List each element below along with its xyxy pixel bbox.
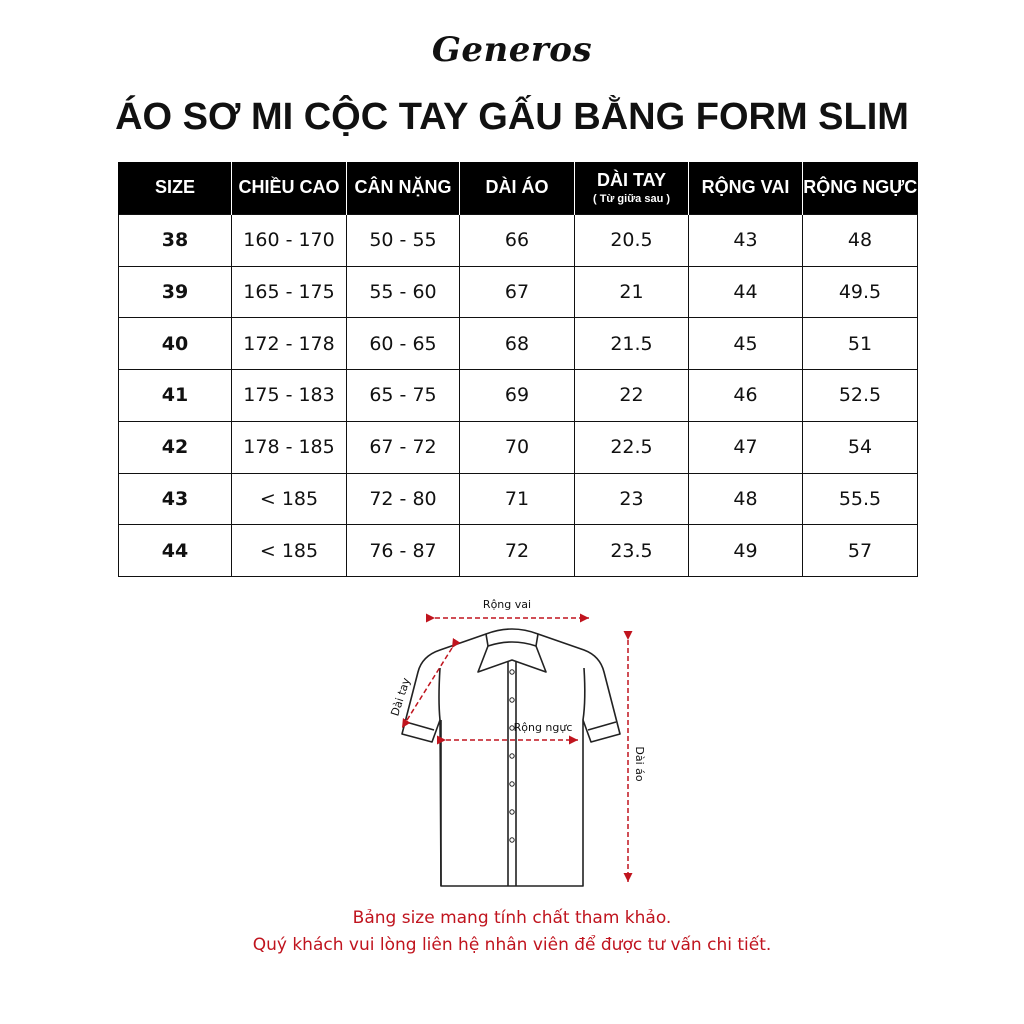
cell-shirt-length: 68 <box>460 318 575 370</box>
header-shoulder-width: RỘNG VAI <box>689 162 803 215</box>
cell-sleeve-length: 22.5 <box>575 421 689 473</box>
cell-chest-width: 51 <box>803 318 918 370</box>
header-chest-width: RỘNG NGỰC <box>803 162 918 215</box>
cell-size: 44 <box>119 525 232 577</box>
cell-shoulder-width: 48 <box>689 473 803 525</box>
shirt-measurement-diagram <box>350 590 670 900</box>
cell-size: 41 <box>119 370 232 422</box>
cell-chest-width: 54 <box>803 421 918 473</box>
table-row <box>119 421 918 473</box>
table-header-row <box>119 162 918 215</box>
cell-chest-width: 57 <box>803 525 918 577</box>
page-title: ÁO SƠ MI CỘC TAY GẤU BẰNG FORM SLIM <box>115 96 909 138</box>
cell-shirt-length: 69 <box>460 370 575 422</box>
shirt-length-label: Dài áo <box>633 746 646 782</box>
table-row <box>119 370 918 422</box>
brand-logo: Generos <box>431 30 593 70</box>
cell-sleeve-length: 22 <box>575 370 689 422</box>
cell-weight: 72 - 80 <box>347 473 460 525</box>
cell-shirt-length: 72 <box>460 525 575 577</box>
cell-weight: 65 - 75 <box>347 370 460 422</box>
header-height: CHIỀU CAO <box>232 162 347 215</box>
cell-shoulder-width: 47 <box>689 421 803 473</box>
cell-chest-width: 52.5 <box>803 370 918 422</box>
header-shirt-length: DÀI ÁO <box>460 162 575 215</box>
cell-weight: 76 - 87 <box>347 525 460 577</box>
cell-chest-width: 55.5 <box>803 473 918 525</box>
disclaimer-line-2: Quý khách vui lòng liên hệ nhân viên để được tư vấn chi tiết. <box>252 935 772 955</box>
shoulder-width-label: Rộng vai <box>482 598 532 611</box>
cell-shoulder-width: 45 <box>689 318 803 370</box>
table-row <box>119 473 918 525</box>
header-sleeve-length: DÀI TAY ( Từ giữa sau ) <box>575 162 689 215</box>
cell-weight: 50 - 55 <box>347 215 460 267</box>
cell-height: 172 - 178 <box>232 318 347 370</box>
cell-weight: 55 - 60 <box>347 266 460 318</box>
cell-sleeve-length: 23 <box>575 473 689 525</box>
header-weight: CÂN NẶNG <box>347 162 460 215</box>
table-row <box>119 318 918 370</box>
cell-sleeve-length: 21.5 <box>575 318 689 370</box>
cell-sleeve-length: 20.5 <box>575 215 689 267</box>
cell-shirt-length: 67 <box>460 266 575 318</box>
cell-shirt-length: 70 <box>460 421 575 473</box>
table-row <box>119 215 918 267</box>
cell-sleeve-length: 21 <box>575 266 689 318</box>
shirt-buttons <box>510 670 514 842</box>
header-size: SIZE <box>119 162 232 215</box>
cell-weight: 67 - 72 <box>347 421 460 473</box>
cell-height: < 185 <box>232 473 347 525</box>
cell-shirt-length: 71 <box>460 473 575 525</box>
cell-height: 165 - 175 <box>232 266 347 318</box>
cell-height: < 185 <box>232 525 347 577</box>
cell-shoulder-width: 46 <box>689 370 803 422</box>
cell-size: 42 <box>119 421 232 473</box>
cell-chest-width: 49.5 <box>803 266 918 318</box>
cell-height: 175 - 183 <box>232 370 347 422</box>
table-row <box>119 266 918 318</box>
cell-size: 39 <box>119 266 232 318</box>
cell-shoulder-width: 49 <box>689 525 803 577</box>
cell-shoulder-width: 43 <box>689 215 803 267</box>
chest-width-label: Rộng ngực <box>513 721 573 734</box>
size-table <box>118 162 918 577</box>
disclaimer-line-1: Bảng size mang tính chất tham khảo. <box>352 908 672 928</box>
table-row <box>119 525 918 577</box>
cell-shoulder-width: 44 <box>689 266 803 318</box>
cell-size: 40 <box>119 318 232 370</box>
cell-shirt-length: 66 <box>460 215 575 267</box>
cell-weight: 60 - 65 <box>347 318 460 370</box>
cell-height: 160 - 170 <box>232 215 347 267</box>
cell-sleeve-length: 23.5 <box>575 525 689 577</box>
sleeve-length-label: Dài tay <box>388 676 413 718</box>
cell-height: 178 - 185 <box>232 421 347 473</box>
cell-size: 43 <box>119 473 232 525</box>
cell-chest-width: 48 <box>803 215 918 267</box>
header-sleeve-sub: ( Từ giữa sau ) <box>592 192 671 205</box>
cell-size: 38 <box>119 215 232 267</box>
